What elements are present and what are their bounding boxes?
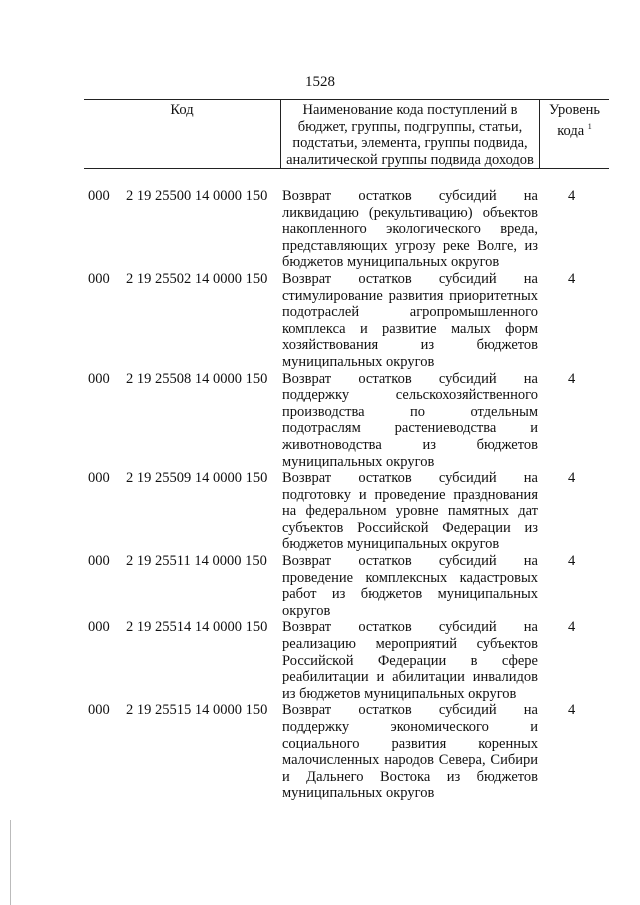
- row-name-line: Возврат остатков субсидий на: [282, 553, 538, 570]
- row-name-line: Возврат остатков субсидий на: [282, 470, 538, 487]
- row-name: [282, 371, 538, 471]
- header-level: [540, 102, 609, 139]
- row-name-line: Российской Федерации в сфере: [282, 652, 538, 669]
- header-name-line: аналитической группы подвида доходов: [286, 151, 534, 168]
- row-level: 4: [568, 370, 576, 387]
- header-name-line: бюджет, группы, подгруппы, статьи,: [297, 118, 523, 135]
- page-number: 1528: [305, 74, 335, 90]
- row-name-line: Возврат остатков субсидий на: [282, 188, 538, 204]
- row-name-line: муниципальных округов: [282, 453, 435, 470]
- row-name: [282, 619, 538, 702]
- table-header: [84, 99, 609, 169]
- row-name: [282, 702, 538, 802]
- row-prefix: 000: [88, 188, 110, 204]
- row-name-line: подотраслей агропромышленного: [282, 304, 538, 321]
- row-prefix: 000: [88, 619, 110, 636]
- row-code: 2 19 25500 14 0000 150: [126, 188, 268, 204]
- table-row: [0, 470, 640, 553]
- row-name-line: комплекса и развитие малых форм: [282, 320, 538, 337]
- row-prefix: 000: [88, 470, 110, 487]
- header-level-line: [540, 119, 609, 140]
- row-level: 4: [568, 702, 576, 719]
- row-code: 2 19 25509 14 0000 150: [126, 470, 268, 487]
- row-name-line: малочисленных народов Севера, Сибири: [282, 752, 538, 769]
- row-name-line: подготовку и проведение празднования: [282, 486, 538, 503]
- header-name: [281, 102, 539, 168]
- table-row: [0, 188, 640, 271]
- row-code: 2 19 25511 14 0000 150: [126, 553, 267, 570]
- row-name-line: социального развития коренных: [282, 735, 538, 752]
- header-code: Код: [170, 102, 194, 118]
- row-name-line: бюджетов муниципальных округов: [282, 254, 500, 271]
- row-name-line: хозяйствования из бюджетов: [282, 337, 538, 354]
- row-level: 4: [568, 188, 576, 204]
- row-name-line: муниципальных округов: [282, 353, 435, 370]
- table-row: [0, 371, 640, 471]
- table-body: [0, 188, 640, 802]
- row-name-line: субъектов Российской Федерации из: [282, 519, 538, 536]
- row-name-line: реабилитации и абилитации инвалидов: [282, 669, 538, 686]
- row-name: [282, 553, 538, 619]
- row-name-line: реализацию мероприятий субъектов: [282, 636, 538, 653]
- row-name-line: ликвидацию (рекультивацию) объектов: [282, 204, 538, 221]
- row-name-line: из бюджетов муниципальных округов: [282, 685, 517, 702]
- row-name: [282, 470, 538, 553]
- row-name-line: стимулирование развития приоритетных: [282, 287, 538, 304]
- row-name: [282, 188, 538, 271]
- row-name-line: животноводства из бюджетов: [282, 436, 538, 453]
- row-name-line: Возврат остатков субсидий на: [282, 370, 538, 387]
- row-name-line: работ из бюджетов муниципальных: [282, 586, 538, 603]
- header-level-word: кода: [557, 122, 585, 139]
- table-row: [0, 619, 640, 702]
- row-name-line: Возврат остатков субсидий на: [282, 619, 538, 636]
- row-code: 2 19 25508 14 0000 150: [126, 370, 268, 387]
- row-prefix: 000: [88, 702, 110, 719]
- row-name-line: проведение комплексных кадастровых: [282, 569, 538, 586]
- row-code: 2 19 25514 14 0000 150: [126, 619, 268, 636]
- row-name-line: представляющих угрозу реке Волге, из: [282, 237, 538, 254]
- table-row: [0, 553, 640, 619]
- row-name-line: на федеральном уровне памятных дат: [282, 503, 538, 520]
- row-prefix: 000: [88, 553, 110, 570]
- footnote-marker: 1: [587, 121, 592, 131]
- row-name-line: бюджетов муниципальных округов: [282, 536, 500, 553]
- row-code: 2 19 25515 14 0000 150: [126, 702, 268, 719]
- row-name-line: и Дальнего Востока из бюджетов: [282, 768, 538, 785]
- row-prefix: 000: [88, 270, 110, 287]
- row-name-line: округов: [282, 602, 331, 619]
- row-name-line: Возврат остатков субсидий на: [282, 702, 538, 719]
- row-name-line: муниципальных округов: [282, 785, 435, 802]
- row-level: 4: [568, 270, 576, 287]
- table-row: [0, 271, 640, 371]
- row-name: [282, 271, 538, 371]
- scan-edge: [10, 820, 11, 905]
- row-name-line: накопленного экологического вреда,: [282, 221, 538, 238]
- header-name-line: Наименование кода поступлений в: [302, 102, 518, 118]
- row-name-line: поддержку экономического и: [282, 719, 538, 735]
- row-name-line: поддержку сельскохозяйственного: [282, 387, 538, 404]
- row-level: 4: [568, 553, 576, 570]
- row-name-line: производства по отдельным: [282, 403, 538, 420]
- row-code: 2 19 25502 14 0000 150: [126, 270, 268, 287]
- row-name-line: Возврат остатков субсидий на: [282, 270, 538, 287]
- row-level: 4: [568, 470, 576, 487]
- row-level: 4: [568, 619, 576, 636]
- table-row: [0, 702, 640, 802]
- row-prefix: 000: [88, 370, 110, 387]
- header-name-line: подстатьи, элемента, группы подвида,: [292, 135, 528, 151]
- row-name-line: подотраслям растениеводства и: [282, 420, 538, 437]
- header-level-line: Уровень: [548, 102, 601, 118]
